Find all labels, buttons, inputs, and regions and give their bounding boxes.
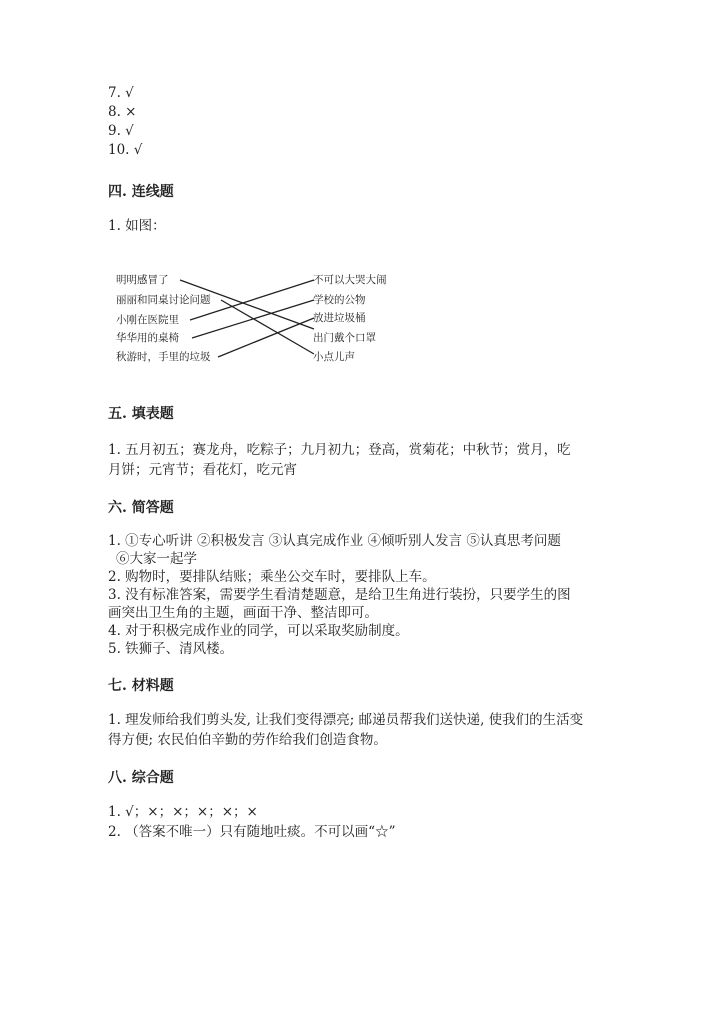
answer-10: 10. √	[108, 142, 143, 158]
section-7-line-1: 1. 理发师给我们剪头发, 让我们变得漂亮; 邮递员帮我们送快递, 使我们的生活变	[108, 712, 584, 728]
match-line	[221, 300, 314, 354]
answer-7: 7. √	[108, 85, 134, 101]
section-6-line: 2. 购物时，要排队结账；乘坐公交车时，要排队上车。	[108, 569, 436, 585]
match-line	[218, 318, 314, 357]
section-5-line-2: 月饼；元宵节；看花灯，吃元宵	[108, 462, 297, 478]
matching-figure	[108, 266, 408, 376]
right-item: 小点儿声	[313, 351, 355, 363]
section-6-line: 3. 没有标准答案，需要学生看清楚题意，是给卫生角进行装扮，只要学生的图	[108, 587, 571, 603]
section-5-title: 五. 填表题	[108, 406, 174, 422]
left-item: 丽丽和同桌讨论问题	[116, 294, 211, 306]
section-6-line: ⑥大家一起学	[116, 551, 197, 567]
right-item: 放进垃圾桶	[313, 312, 366, 324]
section-8-title: 八. 综合题	[108, 770, 174, 786]
section-8-line-2: 2. （答案不唯一）只有随地吐痰。不可以画“☆”	[108, 824, 396, 840]
right-item: 出门戴个口罩	[313, 332, 376, 344]
section-7-line-2: 得方便; 农民伯伯辛勤的劳作给我们创造食物。	[108, 732, 387, 748]
left-item: 秋游时，手里的垃圾	[116, 351, 211, 363]
right-item: 学校的公物	[313, 294, 366, 306]
answer-8: 8. ×	[108, 104, 137, 120]
answer-9: 9. √	[108, 123, 134, 139]
section-6-line: 画突出卫生角的主题，画面干净、整洁即可。	[108, 605, 378, 621]
section-6-title: 六. 简答题	[108, 500, 174, 516]
section-6-body	[108, 532, 620, 658]
right-item: 不可以大哭大闹	[313, 274, 387, 286]
section-6-line: 5. 铁狮子、清风楼。	[108, 641, 234, 657]
section-6-line: 1. ①专心听讲 ②积极发言 ③认真完成作业 ④倾听别人发言 ⑤认真思考问题	[108, 533, 561, 549]
section-4-item: 1. 如图：	[108, 218, 166, 234]
section-7-title: 七. 材料题	[108, 678, 174, 694]
section-4-title: 四. 连线题	[108, 184, 174, 200]
left-item: 小刚在医院里	[116, 314, 179, 326]
section-8-line-1: 1. √；×；×；×；×；×	[108, 804, 258, 820]
section-6-line: 4. 对于积极完成作业的同学，可以采取奖励制度。	[108, 623, 409, 639]
answer-page	[108, 84, 620, 842]
section-5-line-1: 1. 五月初五；赛龙舟，吃粽子；九月初九；登高，赏菊花；中秋节；赏月，吃	[108, 442, 571, 458]
left-item: 华华用的桌椅	[116, 332, 179, 344]
left-item: 明明感冒了	[116, 274, 169, 286]
